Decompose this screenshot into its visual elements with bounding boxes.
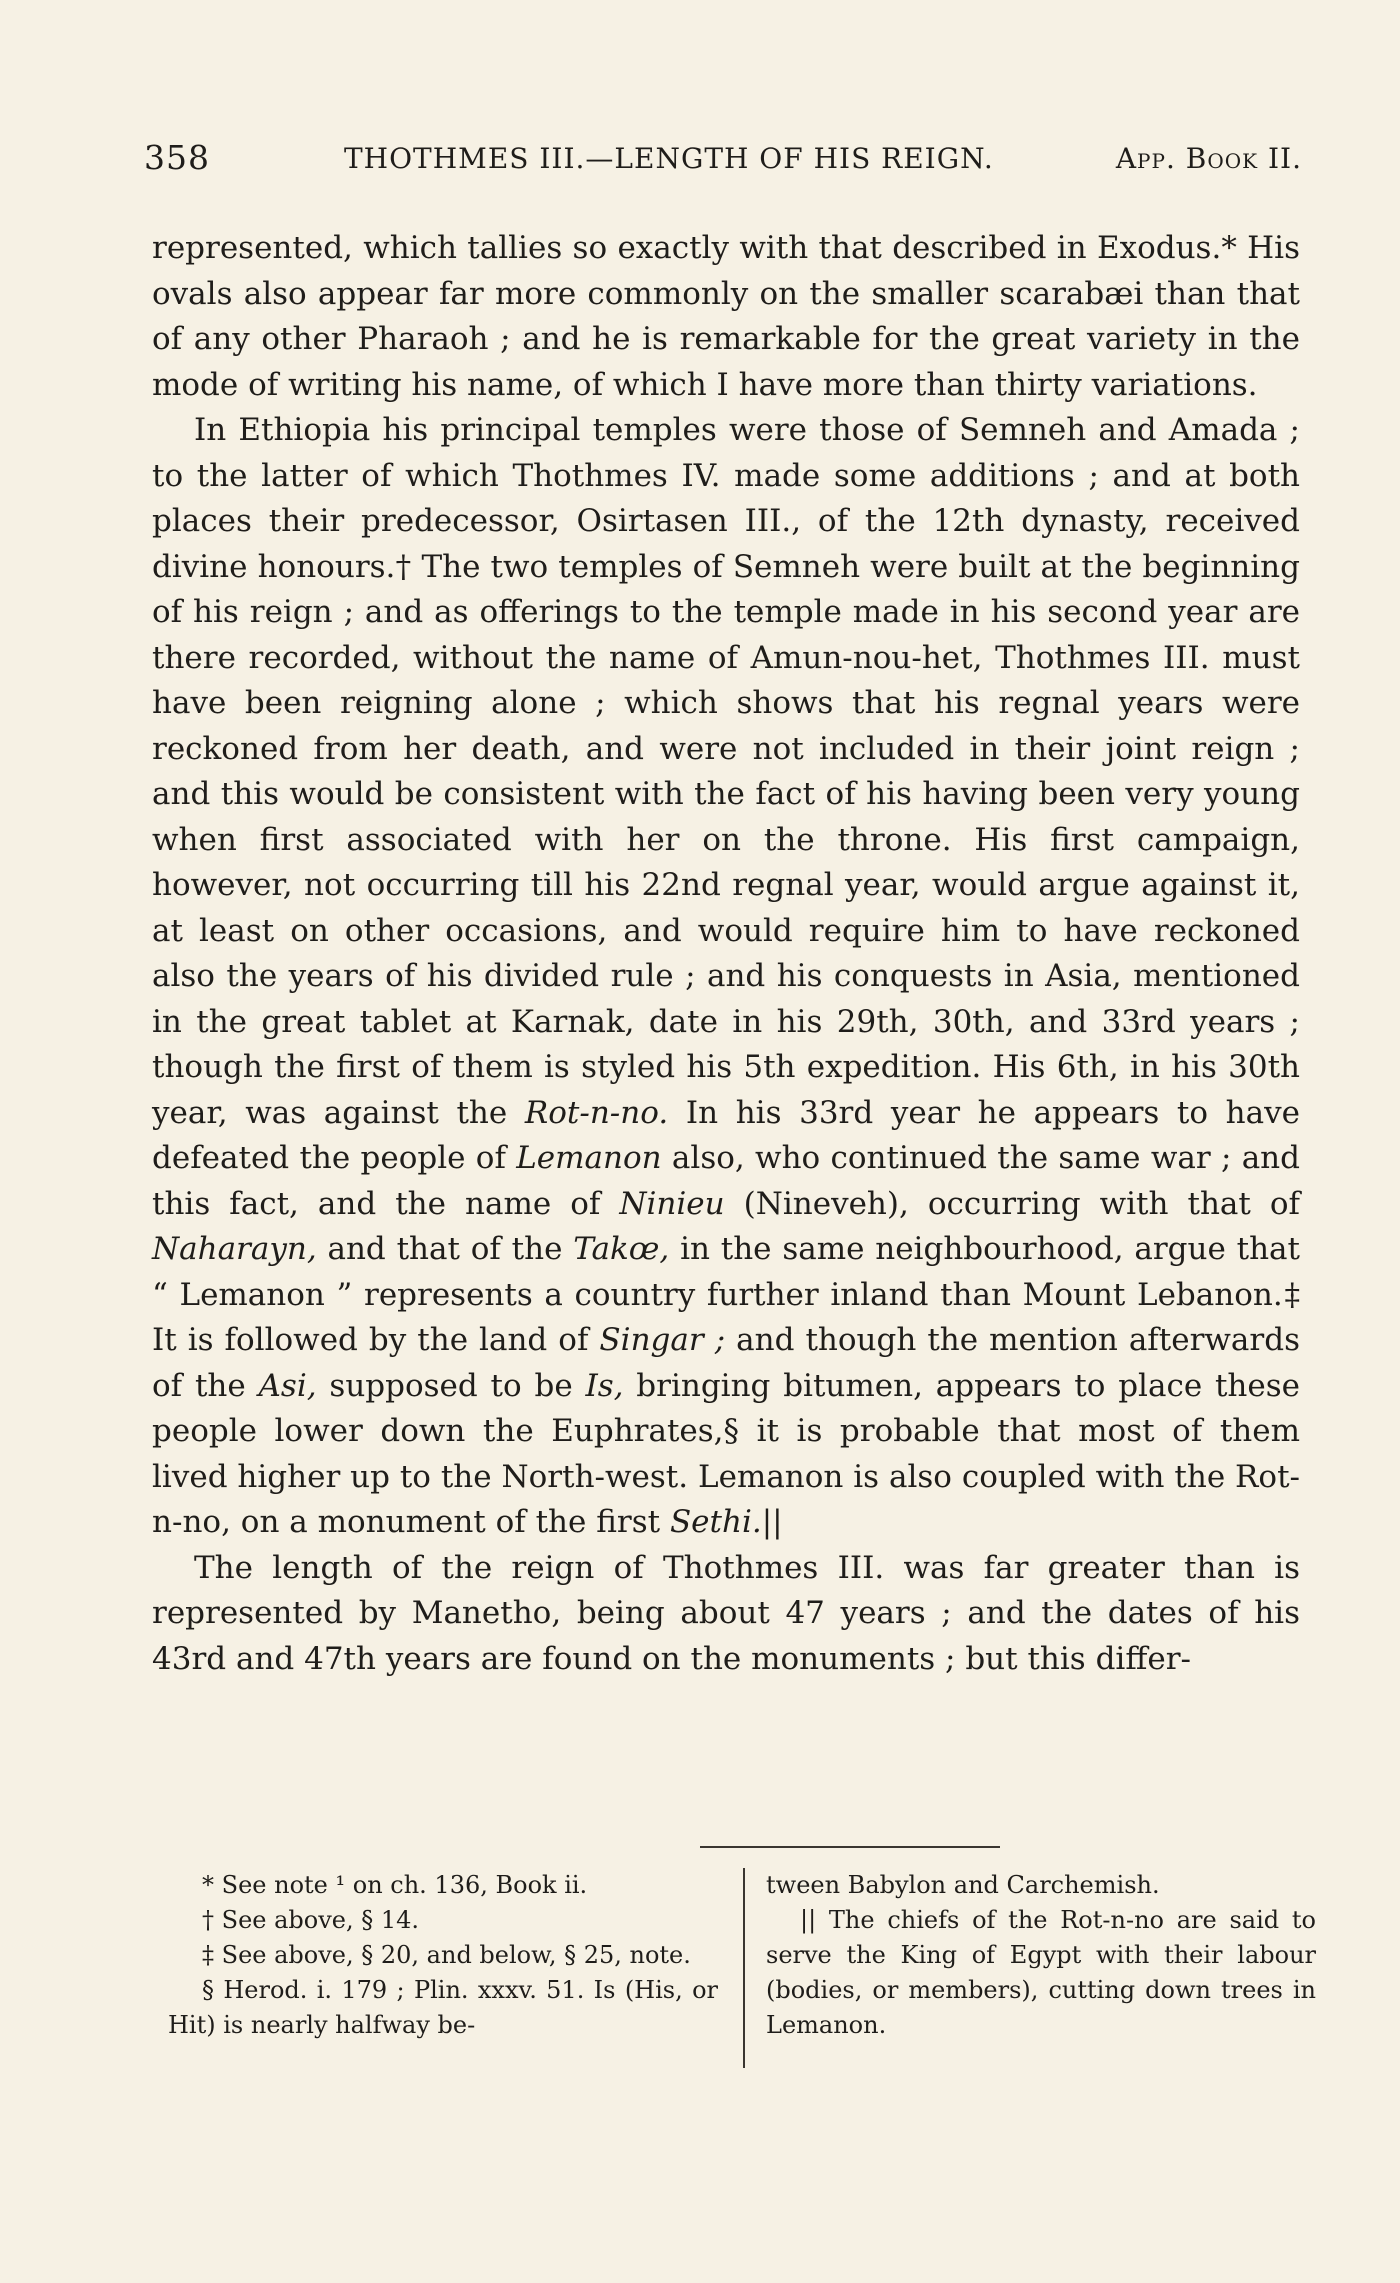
text-run: and that of the xyxy=(316,1231,574,1267)
page-header xyxy=(144,138,1302,182)
paragraph-3: The length of the reign of Thothmes III. was far greater than is represented by Manetho, being about 47 years ; and the dates of his 43rd and 47th years are found on the monuments ; but this differ- xyxy=(152,1549,1300,1677)
footnote-column-divider xyxy=(743,1868,745,2068)
text-run: supposed to be xyxy=(316,1367,586,1404)
footnote-3: ‡ See above, § 20, and below, § 25, note. xyxy=(202,1941,691,1969)
footnote-2: † See above, § 14. xyxy=(202,1906,420,1934)
section-label: App. Book II. xyxy=(1115,142,1302,175)
italic-term: Rot-n-no. xyxy=(524,1094,669,1131)
footnote-rule xyxy=(700,1846,1000,1848)
page-number: 358 xyxy=(144,138,210,177)
italic-term: Ninieu xyxy=(619,1185,725,1222)
italic-term: Is, xyxy=(585,1367,624,1404)
text-run: (Nineveh), occurring with that of xyxy=(724,1185,1300,1222)
paragraph-2 xyxy=(152,408,1300,1546)
italic-term: Singar ; xyxy=(599,1322,726,1358)
text-run: || xyxy=(761,1504,783,1540)
text-run: In Ethiopia his principal temples were those of Semneh and Amada ; to the latter of which Thothmes IV. made some additions ; and at both places their predecessor, Osirtasen III., of the 12th dynasty, received divine honours.† The two temples of Semneh were built at the beginning of his reign ; and as offerings to the temple made in his second year are there recorded, without the name of Amun-nou-het, Thothmes III. must have been reigning alone ; which shows that his regnal years were reckoned from her death, and were not included in their joint reign ; and this would be consistent with the fact of his having been very young when first associated with her on the throne. His first campaign, however, not occurring till his 22nd regnal year, would argue against it, at least on other occasions, and would require him to have reckoned also the years of his divided rule ; and his conquests in Asia, mentioned in the great tablet at Karnak, date in his 29th, 30th, and 33rd years ; though the first of them is styled his 5th expedition. His 6th, in his 30th year, was against the xyxy=(152,412,1300,1131)
text-run: and though the mention afterwards of the xyxy=(152,1322,1300,1404)
footnote-column-right xyxy=(766,1868,1316,2043)
paragraph-1: represented, which tallies so exactly with that described in Exodus.* His ovals also appear far more commonly on the smaller scarabæi than that of any other Pharaoh ; and he is remarkable for the great variety in the mode of writing his name, of which I have more than thirty variations. xyxy=(152,230,1300,403)
italic-term: Naharayn, xyxy=(152,1231,317,1267)
italic-term: Asi, xyxy=(258,1367,317,1404)
text-run: also, who continued the same war ; and this fact, and the name of xyxy=(152,1140,1300,1222)
footnote-5: || The chiefs of the Rot-n-no are said to serve the King of Egypt with their labour (bodies, or members), cutting down trees in Lemanon. xyxy=(766,1906,1316,2039)
footnote-1: * See note ¹ on ch. 136, Book ii. xyxy=(202,1871,588,1899)
footnote-4-continued: tween Babylon and Carchemish. xyxy=(766,1871,1160,1899)
italic-term: Takœ, xyxy=(573,1231,670,1267)
text-run: In his 33rd year he appears to have defeated the people of xyxy=(152,1094,1300,1176)
italic-term: Lemanon xyxy=(516,1140,662,1176)
footnote-column-left xyxy=(168,1868,718,2043)
text-run: bringing bitumen, appears to place these people lower down the Euphrates,§ it is probable that most of them lived higher up to the North-west. Lemanon is also coupled with the Rot-n-no, on a monument of the first xyxy=(152,1367,1300,1540)
running-title: THOTHMES III.—LENGTH OF HIS REIGN. xyxy=(344,142,994,175)
main-text xyxy=(152,226,1300,1682)
text-run: in the same neighbourhood, argue that “ Lemanon ” represents a country further inland than Mount Lebanon.‡ It is followed by the land of xyxy=(152,1231,1300,1358)
italic-term: Sethi. xyxy=(669,1504,762,1540)
footnote-4: § Herod. i. 179 ; Plin. xxxv. 51. Is (His, or Hit) is nearly halfway be- xyxy=(168,1976,718,2039)
